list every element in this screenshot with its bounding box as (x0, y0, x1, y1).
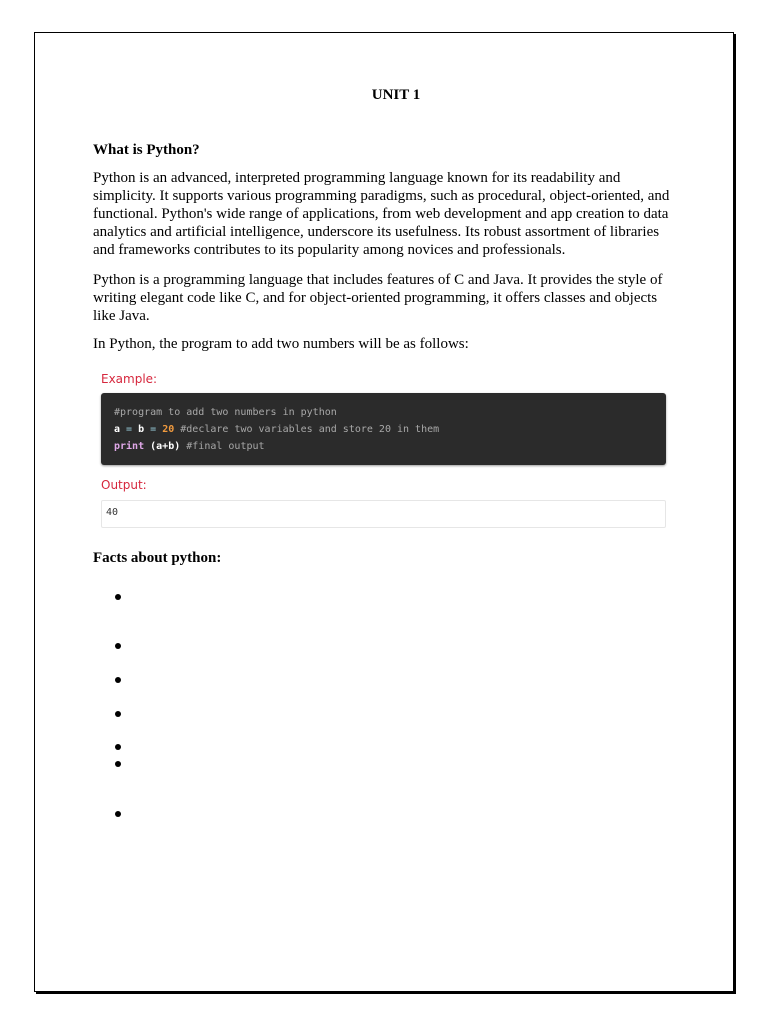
list-item-bullet (115, 711, 121, 717)
output-block (101, 500, 666, 528)
heading-facts: Facts about python: (93, 550, 222, 566)
code-variable-a: a (114, 424, 121, 435)
output-label: Output: (101, 478, 147, 492)
list-item-bullet (115, 594, 121, 600)
list-item-bullet (115, 744, 121, 750)
code-line-1 (114, 404, 653, 421)
list-item-bullet (115, 677, 121, 683)
code-expression: (a+b) (144, 441, 181, 452)
code-block (101, 393, 666, 465)
list-item-bullet (115, 761, 121, 767)
code-comment: #final output (180, 441, 265, 452)
paragraph-add-numbers: In Python, the program to add two numbers will be as follows: (93, 336, 469, 352)
code-line-2 (114, 421, 653, 438)
code-operator: = (144, 424, 163, 435)
code-line-3 (114, 438, 653, 455)
unit-title: UNIT 1 (371, 87, 421, 103)
paragraph-intro: Python is an advanced, interpreted programming language known for its readability and simplicity. It supports various programming paradigms, such as procedural, object-oriented, and functional. Python's wide range of applications, from web development and app creation to data analytics and artificial intelligence, underscore its usefulness. Its robust assortment of libraries and frameworks contributes to its popularity among novices and professionals. (93, 170, 670, 258)
code-comment: #program to add two numbers in python (114, 407, 337, 418)
list-item-bullet (115, 811, 121, 817)
code-variable-b: b (138, 424, 145, 435)
example-label: Example: (101, 372, 158, 386)
heading-what-is-python: What is Python? (93, 142, 200, 158)
list-item-bullet (115, 643, 121, 649)
code-operator: = (120, 424, 139, 435)
code-comment: #declare two variables and store 20 in them (174, 424, 440, 435)
output-value: 40 (106, 507, 119, 518)
code-number: 20 (162, 424, 175, 435)
code-keyword-print: print (114, 441, 145, 452)
paragraph-c-java: Python is a programming language that includes features of C and Java. It provides the style of writing elegant code like C, and for object-oriented programming, it offers classes and objects like Java. (93, 272, 663, 324)
